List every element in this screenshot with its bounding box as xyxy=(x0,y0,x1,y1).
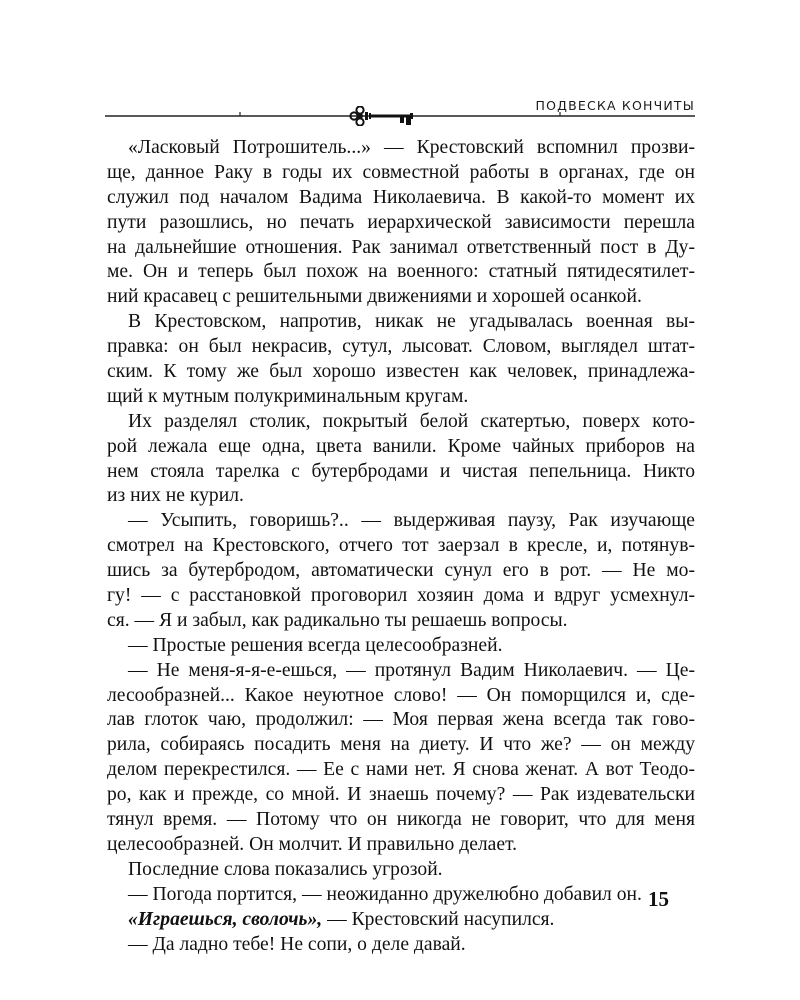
text-line: ме. Он и теперь был похож на военного: статный пятидесятилет- xyxy=(107,261,695,283)
text-line: служил под началом Вадима Николаевича. В какой-то момент их xyxy=(107,186,695,208)
text-line: — Простые решения всегда целесообразней. xyxy=(128,634,503,656)
text-line: лав глоток чаю, продолжил: — Моя первая жена всегда так гово- xyxy=(107,709,695,731)
text-line: лесообразней... Какое неуютное слово! — Он поморщился и, сде- xyxy=(107,684,695,706)
key-icon xyxy=(350,106,413,125)
text-line: В Крестовском, напротив, никак не угадывалась военная вы- xyxy=(128,311,695,333)
text-line: щий к мутным полукриминальным кругам. xyxy=(107,385,469,407)
text-line: — Погода портится, — неожиданно дружелюбно добавил он. xyxy=(128,883,642,905)
text-line: «Ласковый Потрошитель...» — Крестовский вспомнил прозви- xyxy=(128,137,695,158)
text-line: — Да ладно тебе! Не сопи, о деле давай. xyxy=(128,933,466,955)
page-header xyxy=(105,86,695,136)
text-line: ще, данное Раку в годы их совместной работы в органах, где он xyxy=(107,161,695,183)
text-line: рой лежала еще одна, цвета ванили. Кроме чайных приборов на xyxy=(107,435,695,457)
text-line: смотрел на Крестовского, отчего тот заерзал в кресле, и, потянув- xyxy=(107,535,695,557)
text-line: — Усыпить, говоришь?.. — выдерживая паузу, Рак изучающе xyxy=(128,510,695,532)
text-line-italic xyxy=(107,908,695,933)
text-line: Последние слова показались угрозой. xyxy=(128,858,443,880)
text-line: тянул время. — Потому что он никогда не говорит, что для меня xyxy=(107,809,695,831)
text-line: рила, собираясь посадить меня на диету. И что же? — он между xyxy=(107,734,695,756)
italic-line-rest: — Крестовский насупился. xyxy=(322,908,555,930)
text-line: ро, как и прежде, со мной. И знаешь почему? — Рак издевательски xyxy=(107,784,695,806)
text-line: Их разделял столик, покрытый белой скатертью, поверх кото- xyxy=(128,410,695,432)
text-line: ний красавец с решительными движениями и хорошей осанкой. xyxy=(107,286,642,308)
italic-emphasis: «Играешься, сволочь», xyxy=(128,908,323,930)
body-text xyxy=(107,136,695,957)
text-line: ским. К тому же был хорошо известен как человек, принадлежа- xyxy=(107,361,695,383)
text-line: делом перекрестился. — Ее с нами нет. Я снова женат. А вот Теодо- xyxy=(107,759,695,781)
text-line: пути разошлись, но печать иерархической зависимости перешла xyxy=(107,211,695,233)
text-line: на дальнейшие отношения. Рак занимал ответственный пост в Ду- xyxy=(107,236,695,258)
text-line: шись за бутербродом, автоматически сунул его в рот. — Не мо- xyxy=(107,560,695,582)
text-line: целесообразней. Он молчит. И правильно делает. xyxy=(107,833,518,855)
text-line: — Не меня-я-я-е-ешься, — протянул Вадим Николаевич. — Це- xyxy=(128,659,695,681)
header-rule xyxy=(105,106,695,126)
page-number: 15 xyxy=(648,887,669,911)
text-line: из них не курил. xyxy=(107,485,244,507)
text-line: нем стояла тарелка с бутербродами и чистая пепельница. Никто xyxy=(107,460,695,482)
text-line: ся. — Я и забыл, как радикально ты решаешь вопросы. xyxy=(107,609,568,631)
text-line: гу! — с расстановкой проговорил хозяин дома и вдруг усмехнул- xyxy=(107,585,695,607)
text-line: правка: он был некрасив, сутул, лысоват. Словом, выглядел штат- xyxy=(107,336,695,358)
running-title: ПОДВЕСКА КОНЧИТЫ xyxy=(535,98,695,113)
